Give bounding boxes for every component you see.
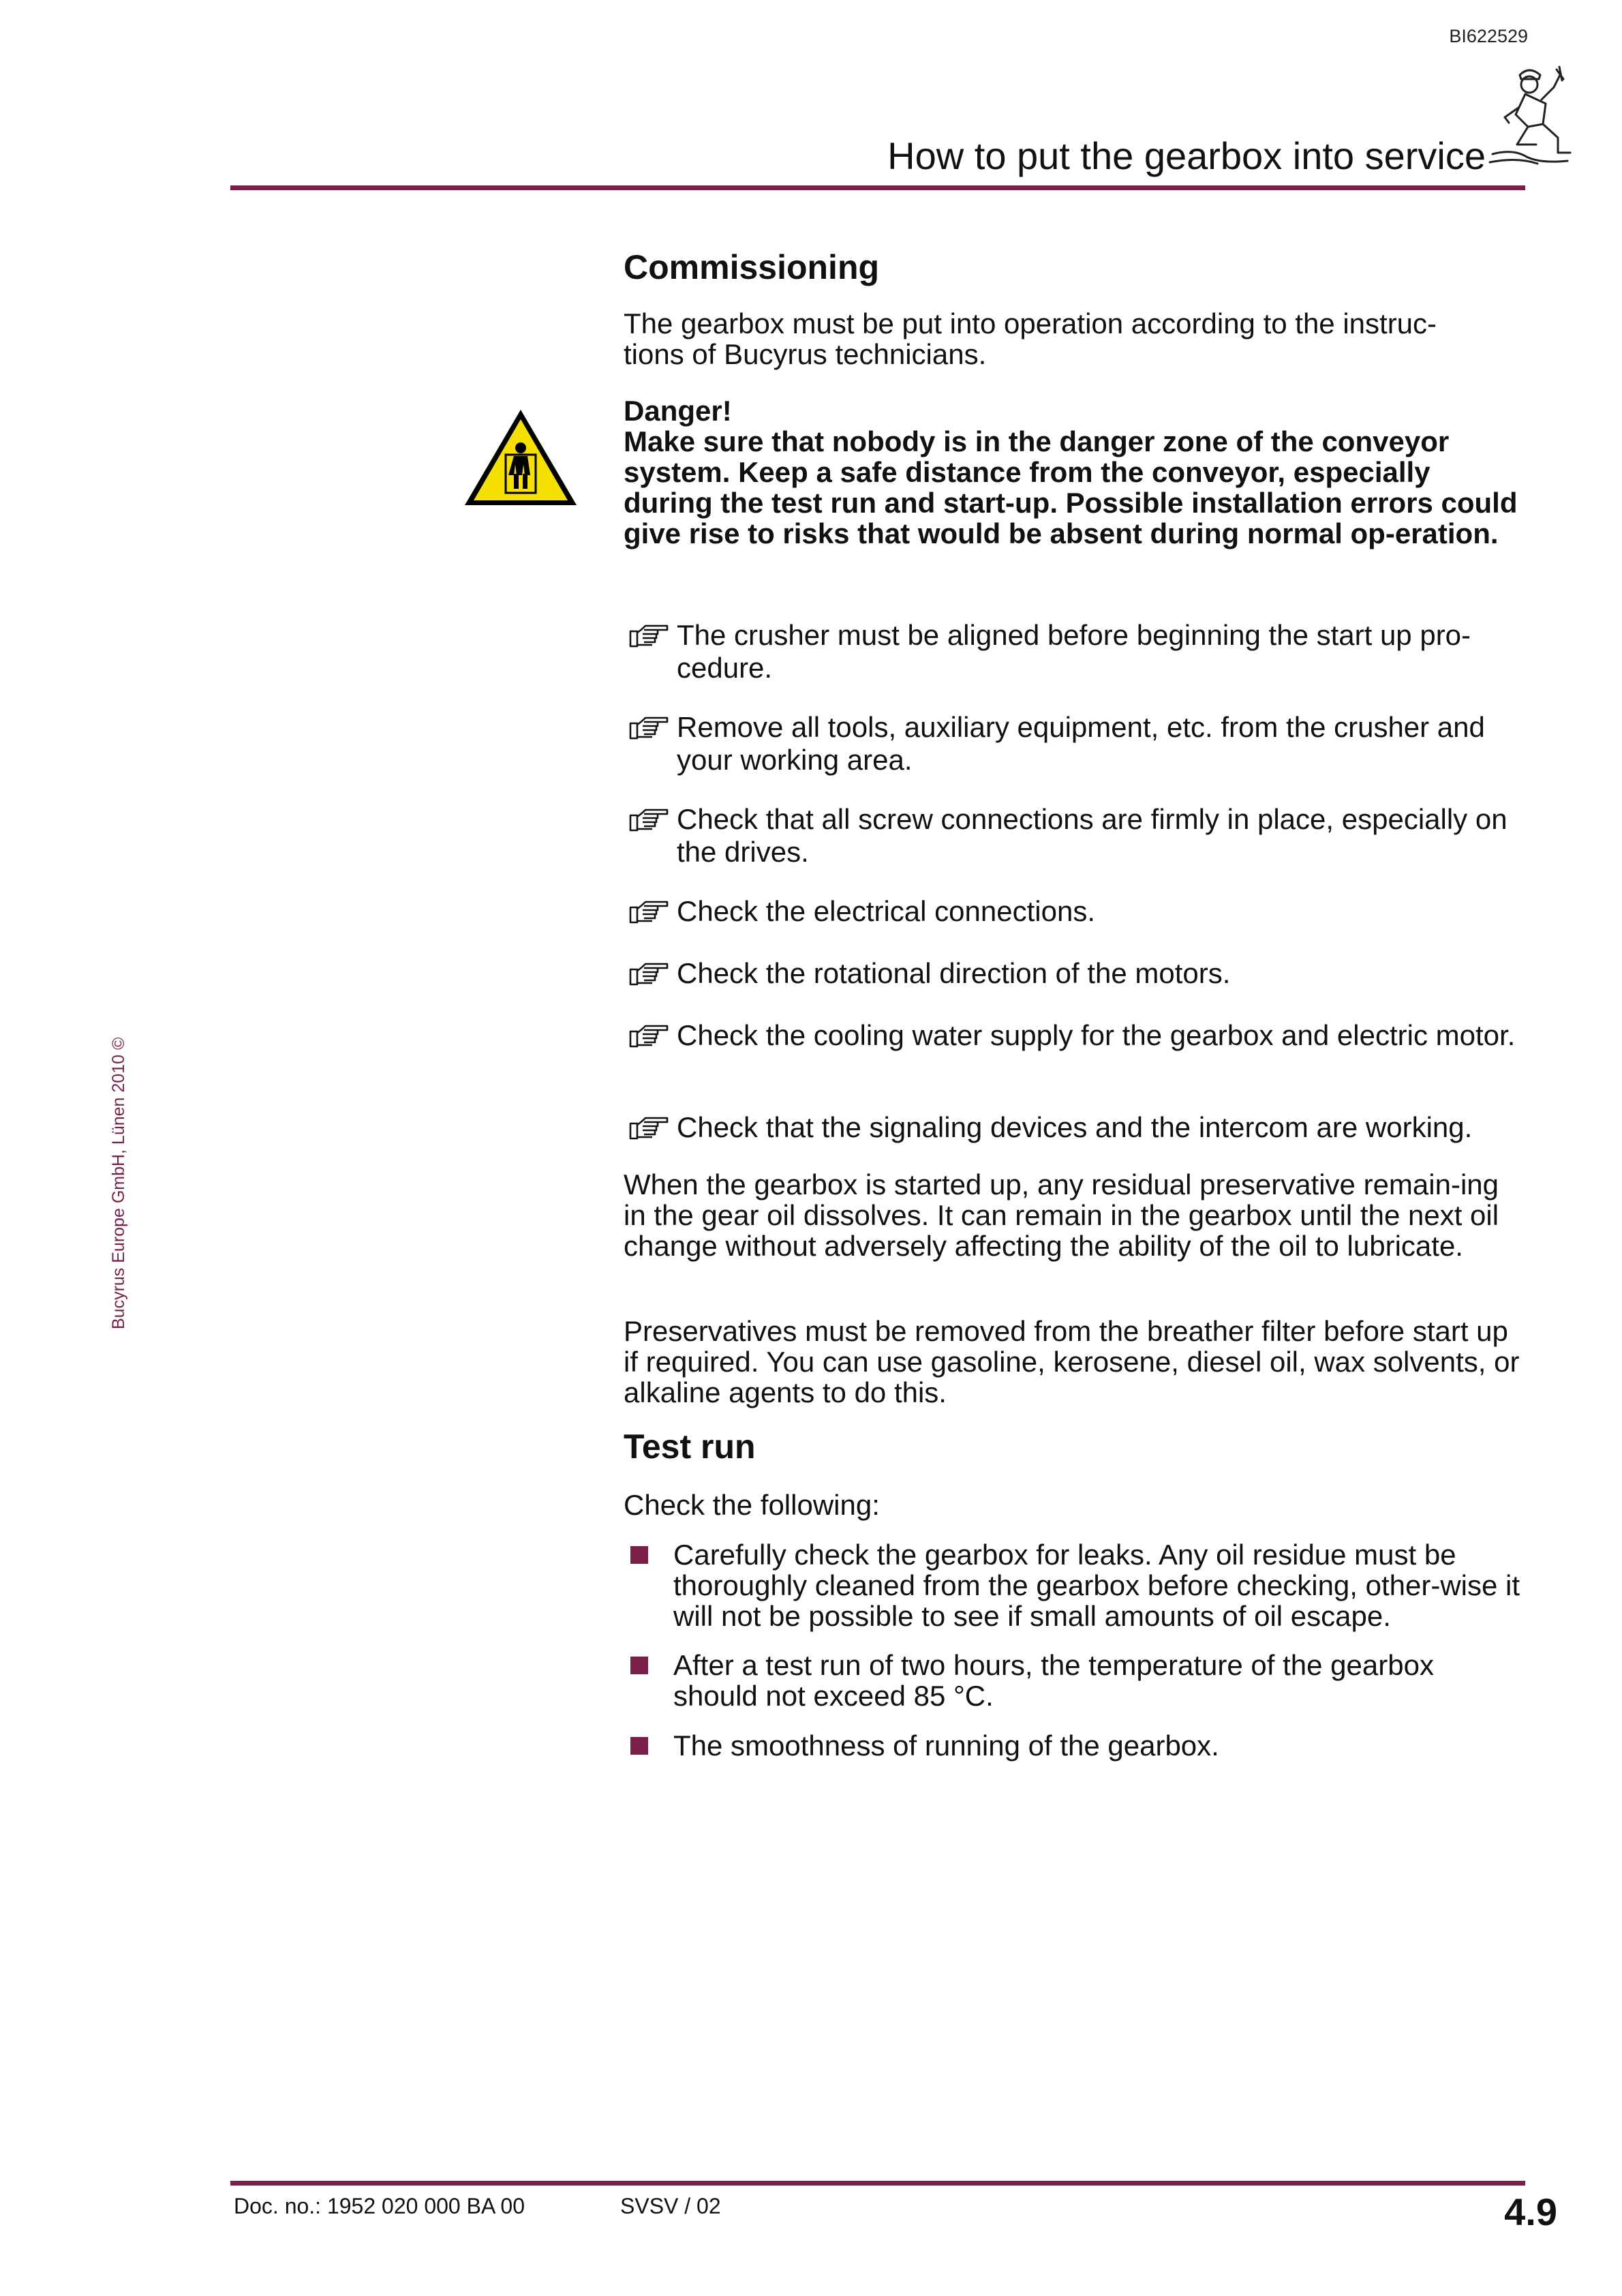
section-heading-commissioning: Commissioning xyxy=(624,248,880,286)
pointing-hand-icon xyxy=(629,961,670,986)
step-item: Check that the signaling devices and the intercom are working. xyxy=(624,1111,1523,1144)
page-title: How to put the gearbox into service xyxy=(887,134,1486,177)
section-heading-test-run: Test run xyxy=(624,1428,756,1466)
list-item: Carefully check the gearbox for leaks. Any oil residue must be thoroughly cleaned from the gearbox before checking, other-wise it will not be possible to see if small amounts of oil escape. xyxy=(624,1539,1523,1631)
list-item: The smoothness of running of the gearbox. xyxy=(624,1730,1523,1761)
revision-code: SVSV / 02 xyxy=(620,2194,721,2218)
step-item: Check the electrical connections. xyxy=(624,895,1523,928)
danger-zone-warning-icon xyxy=(461,406,581,509)
step-item: Check the cooling water supply for the gearbox and electric motor. xyxy=(624,1019,1523,1052)
bullet-square-icon xyxy=(630,1657,648,1674)
pointing-hand-icon xyxy=(629,623,670,648)
bullet-square-icon xyxy=(630,1737,648,1755)
test-run-intro: Check the following: xyxy=(624,1489,880,1521)
step-item: The crusher must be aligned before beginning the start up pro-cedure. xyxy=(624,619,1523,684)
commissioning-intro: The gearbox must be put into operation according to the instruc-tions of Bucyrus technicians. xyxy=(624,307,1437,370)
list-item: After a test run of two hours, the temperature of the gearbox should not exceed 85 °C. xyxy=(624,1650,1523,1711)
footer-divider xyxy=(230,2181,1525,2186)
danger-title: Danger! xyxy=(624,395,732,427)
commissioning-steps xyxy=(624,619,1523,1151)
bullet-square-icon xyxy=(630,1546,648,1564)
pointing-hand-icon xyxy=(629,1115,670,1140)
danger-text: Make sure that nobody is in the danger zone of the conveyor system. Keep a safe distance from the conveyor, especially during the test run and start-up. Possible installation errors could give rise to risks that would be absent during normal op-eration. xyxy=(624,425,1518,549)
pointing-hand-icon xyxy=(629,1023,670,1048)
worker-kneeling-icon xyxy=(1486,60,1581,176)
document-id: BI622529 xyxy=(1449,26,1528,46)
pointing-hand-icon xyxy=(629,899,670,924)
document-number: Doc. no.: 1952 020 000 BA 00 xyxy=(234,2194,525,2218)
step-item: Check that all screw connections are firmly in place, especially on the drives. xyxy=(624,803,1523,868)
header-divider xyxy=(230,185,1525,190)
pointing-hand-icon xyxy=(629,807,670,832)
test-run-checklist xyxy=(624,1539,1523,1771)
step-item: Check the rotational direction of the motors. xyxy=(624,957,1523,990)
breather-filter-paragraph: Preservatives must be removed from the breather filter before start up if required. You can use gasoline, kerosene, diesel oil, wax solvents, or alkaline agents to do this. xyxy=(624,1315,1520,1408)
pointing-hand-icon xyxy=(629,715,670,740)
step-item: Remove all tools, auxiliary equipment, etc. from the crusher and your working area. xyxy=(624,711,1523,776)
preservative-paragraph: When the gearbox is started up, any residual preservative remain-ing in the gear oil dissolves. It can remain in the gearbox until the next oil change without adversely affecting the ability of the oil to lubricate. xyxy=(624,1168,1499,1262)
copyright-notice: Bucyrus Europe GmbH, Lünen 2010 © xyxy=(109,1037,128,1329)
page-number: 4.9 xyxy=(1504,2190,1557,2233)
